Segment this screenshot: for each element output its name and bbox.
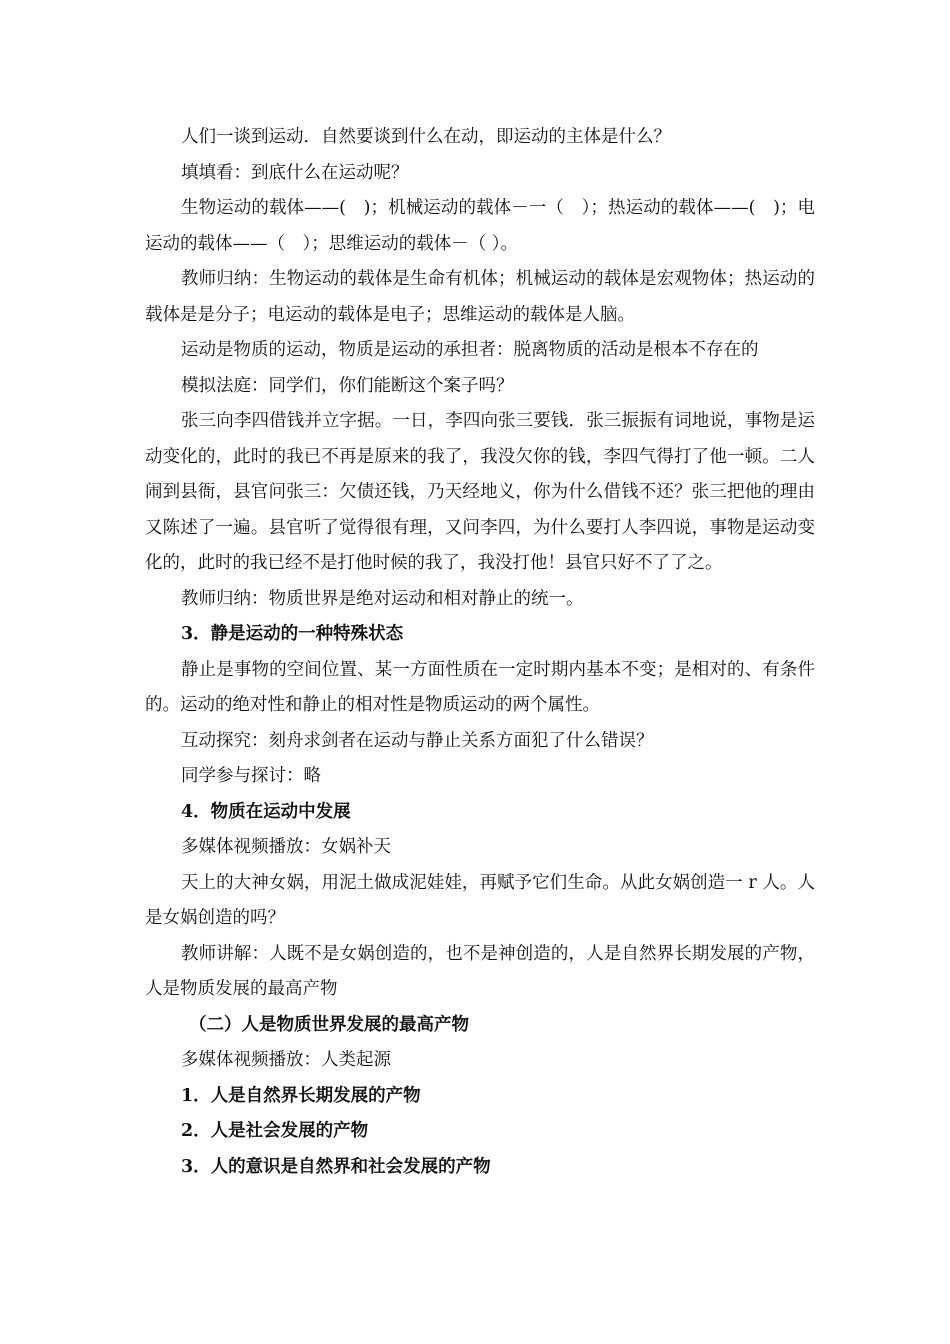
- paragraph: 模拟法庭：同学们，你们能断这个案子吗？: [181, 375, 514, 396]
- paragraph: 教师归纳：生物运动的载体是生命有机体；机械运动的载体是宏观物体；热运动的载体是是分子；电运动的载体是电子；思维运动的载体是人脑。: [145, 269, 815, 325]
- paragraph: 生物运动的载体——( )；机械运动的载体－一（ ）；热运动的载体——( )；电运动的载体——（ ）；思维运动的载体－（ ）。: [145, 198, 815, 254]
- section-heading: 4．物质在运动中发展: [181, 801, 351, 822]
- paragraph: 同学参与探讨：略: [181, 766, 321, 786]
- paragraph: 填填看：到底什么在运动呢？: [181, 162, 409, 183]
- section-heading: 1．人是自然界长期发展的产物: [181, 1085, 421, 1106]
- document-body: [145, 120, 815, 1185]
- section-heading: （二）人是物质世界发展的最高产物: [189, 1014, 469, 1035]
- section-heading: 2．人是社会发展的产物: [181, 1121, 369, 1141]
- paragraph: 多媒体视频播放：人类起源: [181, 1050, 391, 1070]
- section-heading: 3．静是运动的一种特殊状态: [181, 624, 404, 644]
- paragraph: 教师归纳：物质世界是绝对运动和相对静止的统一。: [181, 588, 584, 609]
- paragraph: 运动是物质的运动，物质是运动的承担者：脱离物质的活动是根本不存在的: [181, 340, 759, 360]
- paragraph: 人们一谈到运动．自然要谈到什么在动，即运动的主体是什么？: [181, 127, 671, 147]
- paragraph: 静止是事物的空间位置、某一方面性质在一定时期内基本不变；是相对的、有条件的。运动的绝对性和静止的相对性是物质运动的两个属性。: [145, 659, 815, 715]
- paragraph: 天上的大神女娲，用泥土做成泥娃娃，再赋予它们生命。从此女娲创造一 r 人。人是女娲创造的吗？: [145, 872, 815, 928]
- paragraph: 张三向李四借钱并立字据。一日，李四向张三要钱．张三振振有词地说，事物是运动变化的，此时的我已不再是原来的我了，我没欠你的钱，李四气得打了他一顿。二人闹到县衙，县官问张三：欠债还钱，乃天经地义，你为什么借钱不还？张三把他的理由又陈述了一遍。县官听了觉得很有理，又问李四，为什么要打人李四说，事物是运动变化的，此时的我已经不是打他时候的我了，我没打他！县官只好不了了之。: [145, 411, 815, 573]
- section-heading: 3．人的意识是自然界和社会发展的产物: [181, 1156, 491, 1177]
- paragraph: 多媒体视频播放：女娲补天: [181, 837, 391, 857]
- paragraph: 互动探究：刻舟求剑者在运动与静止关系方面犯了什么错误？: [181, 730, 654, 751]
- paragraph: 教师讲解：人既不是女娲创造的，也不是神创造的，人是自然界长期发展的产物，人是物质发展的最高产物: [145, 943, 815, 999]
